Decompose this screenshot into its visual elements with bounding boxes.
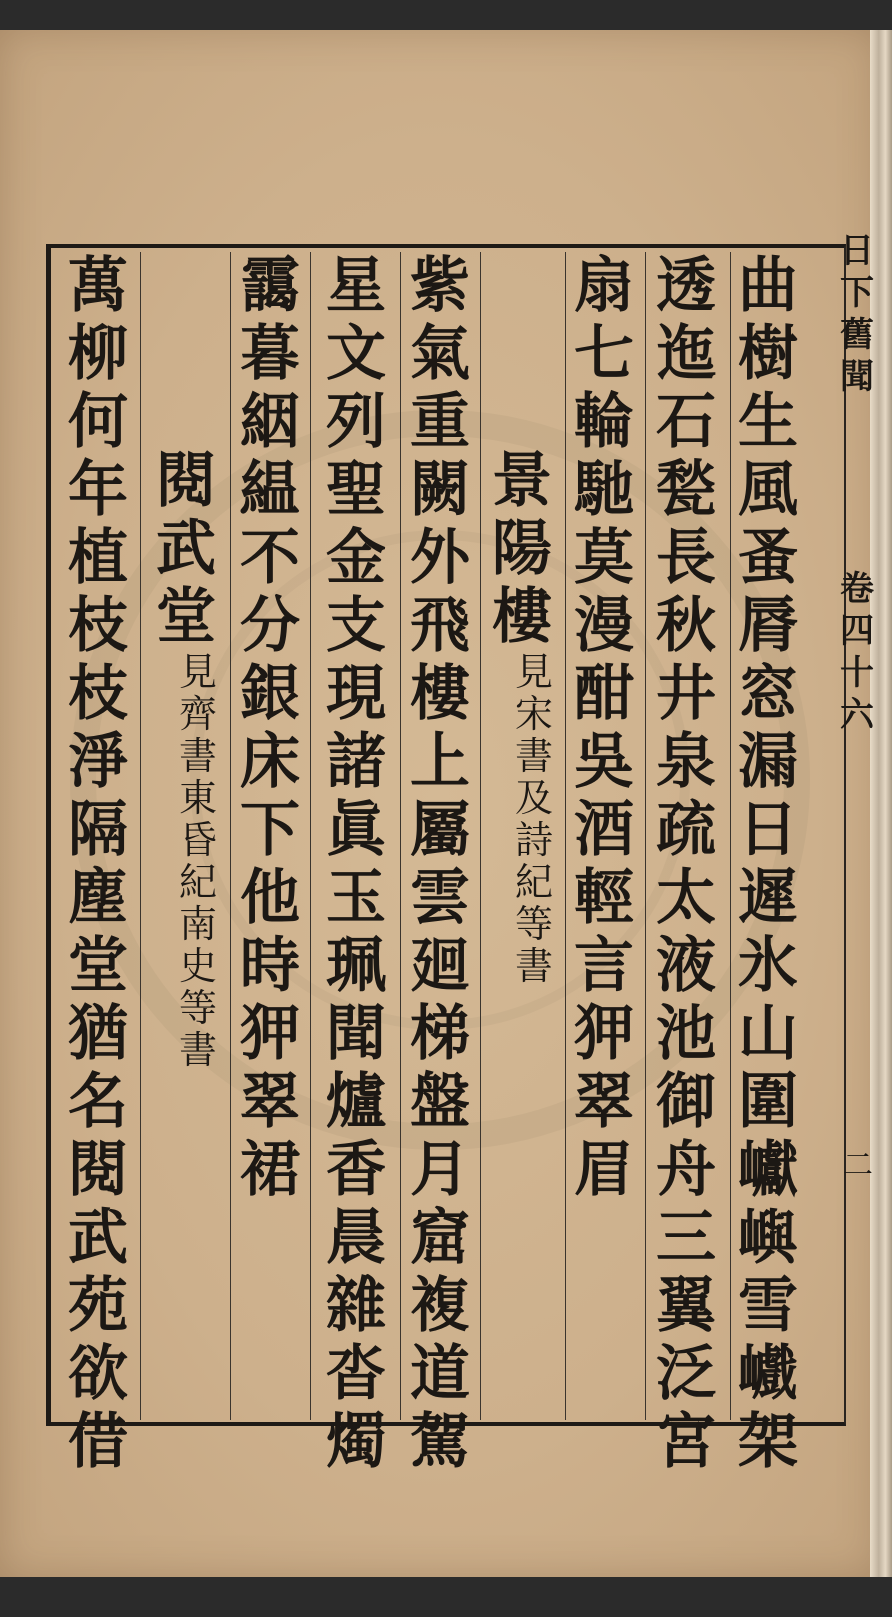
text-char: 雜	[326, 1271, 386, 1341]
text-char: 雪	[738, 1271, 798, 1341]
text-char: 列	[326, 387, 386, 457]
text-char: 樓	[410, 659, 470, 729]
annotation-char: 等	[514, 902, 553, 946]
text-char: 爐	[326, 1067, 386, 1137]
text-char: 七	[574, 319, 634, 389]
text-char: 盤	[410, 1067, 470, 1137]
text-column-7	[234, 252, 306, 1422]
text-char: 言	[574, 931, 634, 1001]
text-char: 武	[156, 514, 216, 584]
text-char: 井	[656, 659, 716, 729]
text-char: 長	[656, 523, 716, 593]
text-char: 秋	[656, 591, 716, 661]
text-char: 輪	[574, 387, 634, 457]
text-char: 梯	[410, 999, 470, 1069]
header-volume-char: 四	[840, 611, 874, 651]
scan-background	[0, 1577, 892, 1603]
text-char: 太	[656, 863, 716, 933]
text-char: 緼	[240, 455, 300, 525]
text-char: 現	[326, 659, 386, 729]
annotation-char: 史	[178, 944, 217, 988]
text-char: 裙	[240, 1135, 300, 1205]
text-char: 吳	[574, 727, 634, 797]
header-title-char: 下	[840, 273, 874, 313]
text-char: 複	[410, 1271, 470, 1341]
text-char: 紫	[410, 251, 470, 321]
text-char: 靄	[240, 251, 300, 321]
text-char: 苑	[68, 1271, 128, 1341]
annotation-char: 齊	[178, 692, 217, 736]
text-char: 闕	[410, 455, 470, 525]
text-char: 床	[240, 727, 300, 797]
text-char: 玉	[326, 863, 386, 933]
text-char: 樓	[492, 582, 552, 652]
header-volume-char: 卷	[840, 569, 874, 609]
text-char: 舟	[656, 1135, 716, 1205]
annotation-char: 等	[178, 986, 217, 1030]
text-char: 下	[240, 795, 300, 865]
text-char: 窟	[410, 1203, 470, 1273]
annotation-char: 紀	[178, 860, 217, 904]
text-char: 猶	[68, 999, 128, 1069]
text-char: 泛	[656, 1339, 716, 1409]
text-char: 上	[410, 727, 470, 797]
text-char: 氣	[410, 319, 470, 389]
annotation-char: 書	[514, 944, 553, 988]
text-char: 隔	[68, 795, 128, 865]
text-char: 諸	[326, 727, 386, 797]
text-char: 嶼	[738, 1203, 798, 1273]
text-char: 文	[326, 319, 386, 389]
text-char: 泉	[656, 727, 716, 797]
text-char: 武	[68, 1203, 128, 1273]
text-char: 眉	[574, 1135, 634, 1205]
text-column-6	[320, 251, 392, 1477]
column-rule	[400, 252, 401, 1420]
column-rule	[140, 252, 141, 1420]
column-rule	[480, 252, 481, 1420]
text-char: 沓	[326, 1339, 386, 1409]
text-char: 窓	[738, 659, 798, 729]
text-char: 暮	[240, 319, 300, 389]
text-char: 馳	[574, 455, 634, 525]
text-char: 曲	[738, 251, 798, 321]
text-char: 翠	[574, 1067, 634, 1137]
text-char: 翼	[656, 1271, 716, 1341]
text-char: 圍	[738, 1067, 798, 1137]
text-char: 日	[738, 795, 798, 865]
text-char: 金	[326, 523, 386, 593]
text-char: 巘	[738, 1135, 798, 1205]
text-char: 雲	[410, 863, 470, 933]
text-char: 枝	[68, 591, 128, 661]
text-char: 柳	[68, 319, 128, 389]
text-char: 借	[68, 1407, 128, 1477]
text-char: 月	[410, 1135, 470, 1205]
column-rule	[565, 252, 566, 1420]
text-char: 石	[656, 387, 716, 457]
text-char: 脣	[738, 591, 798, 661]
text-char: 聖	[326, 455, 386, 525]
folio-number: 二	[843, 1148, 873, 1183]
text-column-9	[62, 251, 134, 1477]
text-char: 他	[240, 863, 300, 933]
text-char: 景	[492, 446, 552, 516]
text-char: 枝	[68, 659, 128, 729]
annotation-char: 南	[178, 902, 217, 946]
text-char: 不	[240, 523, 300, 593]
column-rule	[730, 252, 731, 1420]
text-char: 聞	[326, 999, 386, 1069]
text-char: 堂	[156, 582, 216, 652]
text-char: 飛	[410, 591, 470, 661]
text-char: 名	[68, 1067, 128, 1137]
annotation-char: 紀	[514, 860, 553, 904]
text-char: 酒	[574, 795, 634, 865]
text-char: 漏	[738, 727, 798, 797]
column-rule	[645, 252, 646, 1420]
text-char: 透	[656, 251, 716, 321]
text-char: 塵	[68, 863, 128, 933]
annotation-char: 昏	[178, 818, 217, 862]
text-char: 漫	[574, 591, 634, 661]
text-char: 翠	[240, 1067, 300, 1137]
annotation-char: 東	[178, 776, 217, 820]
text-char: 分	[240, 591, 300, 661]
text-char: 迤	[656, 319, 716, 389]
text-char: 時	[240, 931, 300, 1001]
text-char: 三	[656, 1203, 716, 1273]
text-char: 銀	[240, 659, 300, 729]
text-char: 酣	[574, 659, 634, 729]
text-char: 氷	[738, 931, 798, 1001]
annotation-char: 詩	[514, 818, 553, 862]
text-char: 眞	[326, 795, 386, 865]
text-char: 閱	[68, 1135, 128, 1205]
header-volume-char: 十	[840, 653, 874, 693]
text-char: 閱	[156, 446, 216, 516]
text-char: 駕	[410, 1407, 470, 1477]
text-char: 狎	[240, 999, 300, 1069]
text-char: 御	[656, 1067, 716, 1137]
text-char: 淨	[68, 727, 128, 797]
header-title-char: 舊	[840, 315, 874, 355]
text-column-1	[732, 251, 804, 1477]
header-title-char: 日	[840, 231, 874, 271]
text-char: 燭	[326, 1407, 386, 1477]
text-char: 樹	[738, 319, 798, 389]
running-header	[840, 230, 874, 736]
text-column-2	[650, 251, 722, 1477]
text-char: 扇	[574, 251, 634, 321]
text-char: 巇	[738, 1339, 798, 1409]
annotation-char: 書	[514, 734, 553, 778]
annotation-char: 宋	[514, 692, 553, 736]
column-rule	[310, 252, 311, 1420]
text-char: 年	[68, 455, 128, 525]
text-char: 狎	[574, 999, 634, 1069]
text-column-4	[486, 252, 558, 1617]
text-char: 香	[326, 1135, 386, 1205]
text-char: 遲	[738, 863, 798, 933]
column-rule	[230, 252, 231, 1420]
text-char: 宮	[656, 1407, 716, 1477]
text-char: 生	[738, 387, 798, 457]
annotation-char: 及	[514, 776, 553, 820]
text-char: 甃	[656, 455, 716, 525]
text-char: 廻	[410, 931, 470, 1001]
text-char: 植	[68, 523, 128, 593]
text-char: 支	[326, 591, 386, 661]
text-char: 外	[410, 523, 470, 593]
annotation-char: 見	[514, 650, 553, 694]
annotation-char: 見	[178, 650, 217, 694]
text-char: 蚤	[738, 523, 798, 593]
annotation-char: 書	[178, 1028, 217, 1072]
text-char: 疏	[656, 795, 716, 865]
text-char: 輕	[574, 863, 634, 933]
text-char: 重	[410, 387, 470, 457]
text-column-8	[150, 252, 222, 1617]
text-char: 絪	[240, 387, 300, 457]
text-char: 架	[738, 1407, 798, 1477]
annotation-char: 書	[178, 734, 217, 778]
text-char: 萬	[68, 251, 128, 321]
text-column-5	[404, 251, 476, 1477]
text-char: 珮	[326, 931, 386, 1001]
header-volume-char: 六	[840, 695, 874, 735]
text-char: 道	[410, 1339, 470, 1409]
header-title-char: 聞	[840, 357, 874, 397]
text-char: 星	[326, 251, 386, 321]
text-char: 堂	[68, 931, 128, 1001]
text-char: 晨	[326, 1203, 386, 1273]
text-char: 山	[738, 999, 798, 1069]
text-char: 池	[656, 999, 716, 1069]
text-char: 陽	[492, 514, 552, 584]
text-char: 何	[68, 387, 128, 457]
text-char: 莫	[574, 523, 634, 593]
text-char: 欲	[68, 1339, 128, 1409]
text-char: 風	[738, 455, 798, 525]
text-char: 屬	[410, 795, 470, 865]
text-char: 液	[656, 931, 716, 1001]
text-column-3	[568, 252, 640, 1422]
